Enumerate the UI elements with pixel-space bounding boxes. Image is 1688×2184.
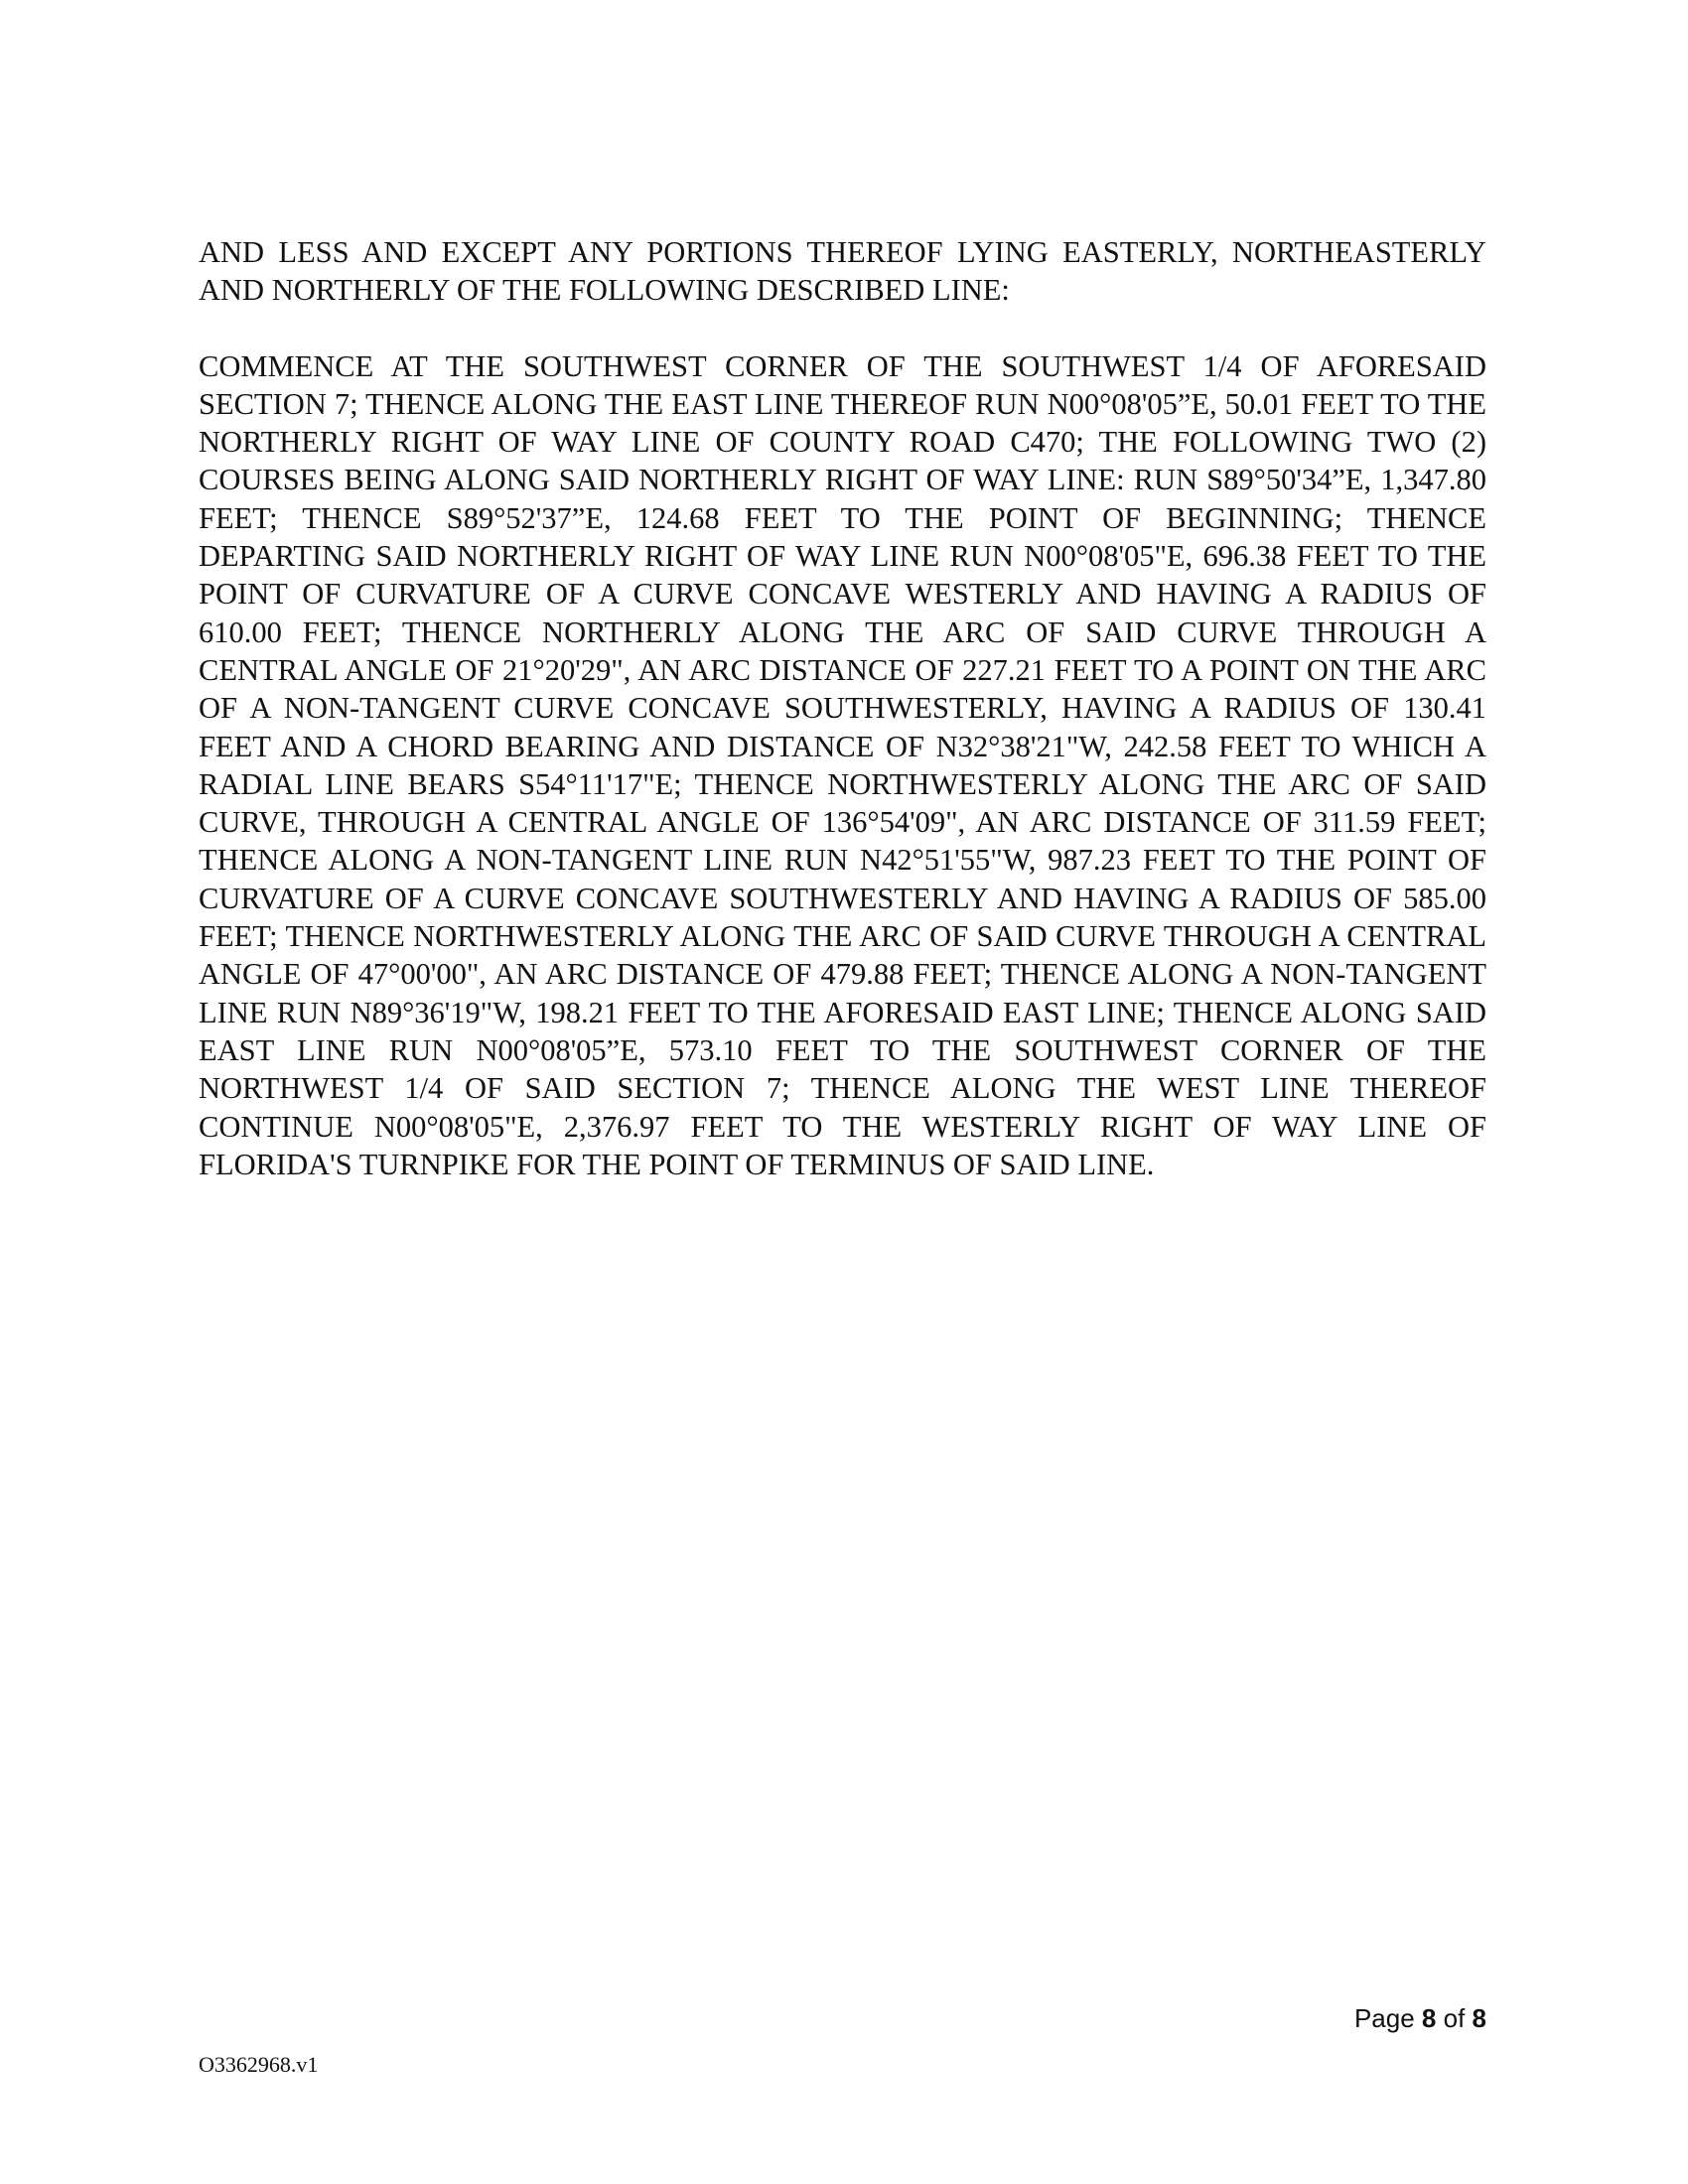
page-total: 8	[1472, 2003, 1486, 2033]
document-id: O3362968.v1	[199, 2052, 319, 2077]
page-current: 8	[1421, 2003, 1437, 2033]
legal-description	[199, 233, 1486, 1183]
exception-paragraph: AND LESS AND EXCEPT ANY PORTIONS THEREOF LYING EASTERLY, NORTHEASTERLY AND NORTHERLY OF THE FOLLOWING DESCRIBED LINE:	[199, 235, 1486, 308]
page-number	[1354, 2003, 1486, 2034]
page-word: Page	[1353, 2003, 1415, 2033]
page-of: of	[1443, 2003, 1466, 2033]
line-description-paragraph: COMMENCE AT THE SOUTHWEST CORNER OF THE SOUTHWEST 1/4 OF AFORESAID SECTION 7; THENCE ALONG THE EAST LINE THEREOF RUN N00°08'05”E, 50.01 FEET TO THE NORTHERLY RIGHT OF WAY LINE OF COUNTY ROAD C470; THE FOLLOWING TWO (2) COURSES BEING ALONG SAID NORTHERLY RIGHT OF WAY LINE: RUN S89°50'34”E, 1,347.80 FEET; THENCE S89°52'37”E, 124.68 FEET TO THE POINT OF BEGINNING; THENCE DEPARTING SAID NORTHERLY RIGHT OF WAY LINE RUN N00°08'05"E, 696.38 FEET TO THE POINT OF CURVATURE OF A CURVE CONCAVE WESTERLY AND HAVING A RADIUS OF 610.00 FEET; THENCE NORTHERLY ALONG THE ARC OF SAID CURVE THROUGH A CENTRAL ANGLE OF 21°20'29", AN ARC DISTANCE OF 227.21 FEET TO A POINT ON THE ARC OF A NON-TANGENT CURVE CONCAVE SOUTHWESTERLY, HAVING A RADIUS OF 130.41 FEET AND A CHORD BEARING AND DISTANCE OF N32°38'21"W, 242.58 FEET TO WHICH A RADIAL LINE BEARS S54°11'17"E; THENCE NORTHWESTERLY ALONG THE ARC OF SAID CURVE, THROUGH A CENTRAL ANGLE OF 136°54'09", AN ARC DISTANCE OF 311.59 FEET; THENCE ALONG A NON-TANGENT LINE RUN N42°51'55"W, 987.23 FEET TO THE POINT OF CURVATURE OF A CURVE CONCAVE SOUTHWESTERLY AND HAVING A RADIUS OF 585.00 FEET; THENCE NORTHWESTERLY ALONG THE ARC OF SAID CURVE THROUGH A CENTRAL ANGLE OF 47°00'00", AN ARC DISTANCE OF 479.88 FEET; THENCE ALONG A NON-TANGENT LINE RUN N89°36'19"W, 198.21 FEET TO THE AFORESAID EAST LINE; THENCE ALONG SAID EAST LINE RUN N00°08'05”E, 573.10 FEET TO THE SOUTHWEST CORNER OF THE NORTHWEST 1/4 OF SAID SECTION 7; THENCE ALONG THE WEST LINE THEREOF CONTINUE N00°08'05"E, 2,376.97 FEET TO THE WESTERLY RIGHT OF WAY LINE OF FLORIDA'S TURNPIKE FOR THE POINT OF TERMINUS OF SAID LINE.	[199, 348, 1486, 1181]
